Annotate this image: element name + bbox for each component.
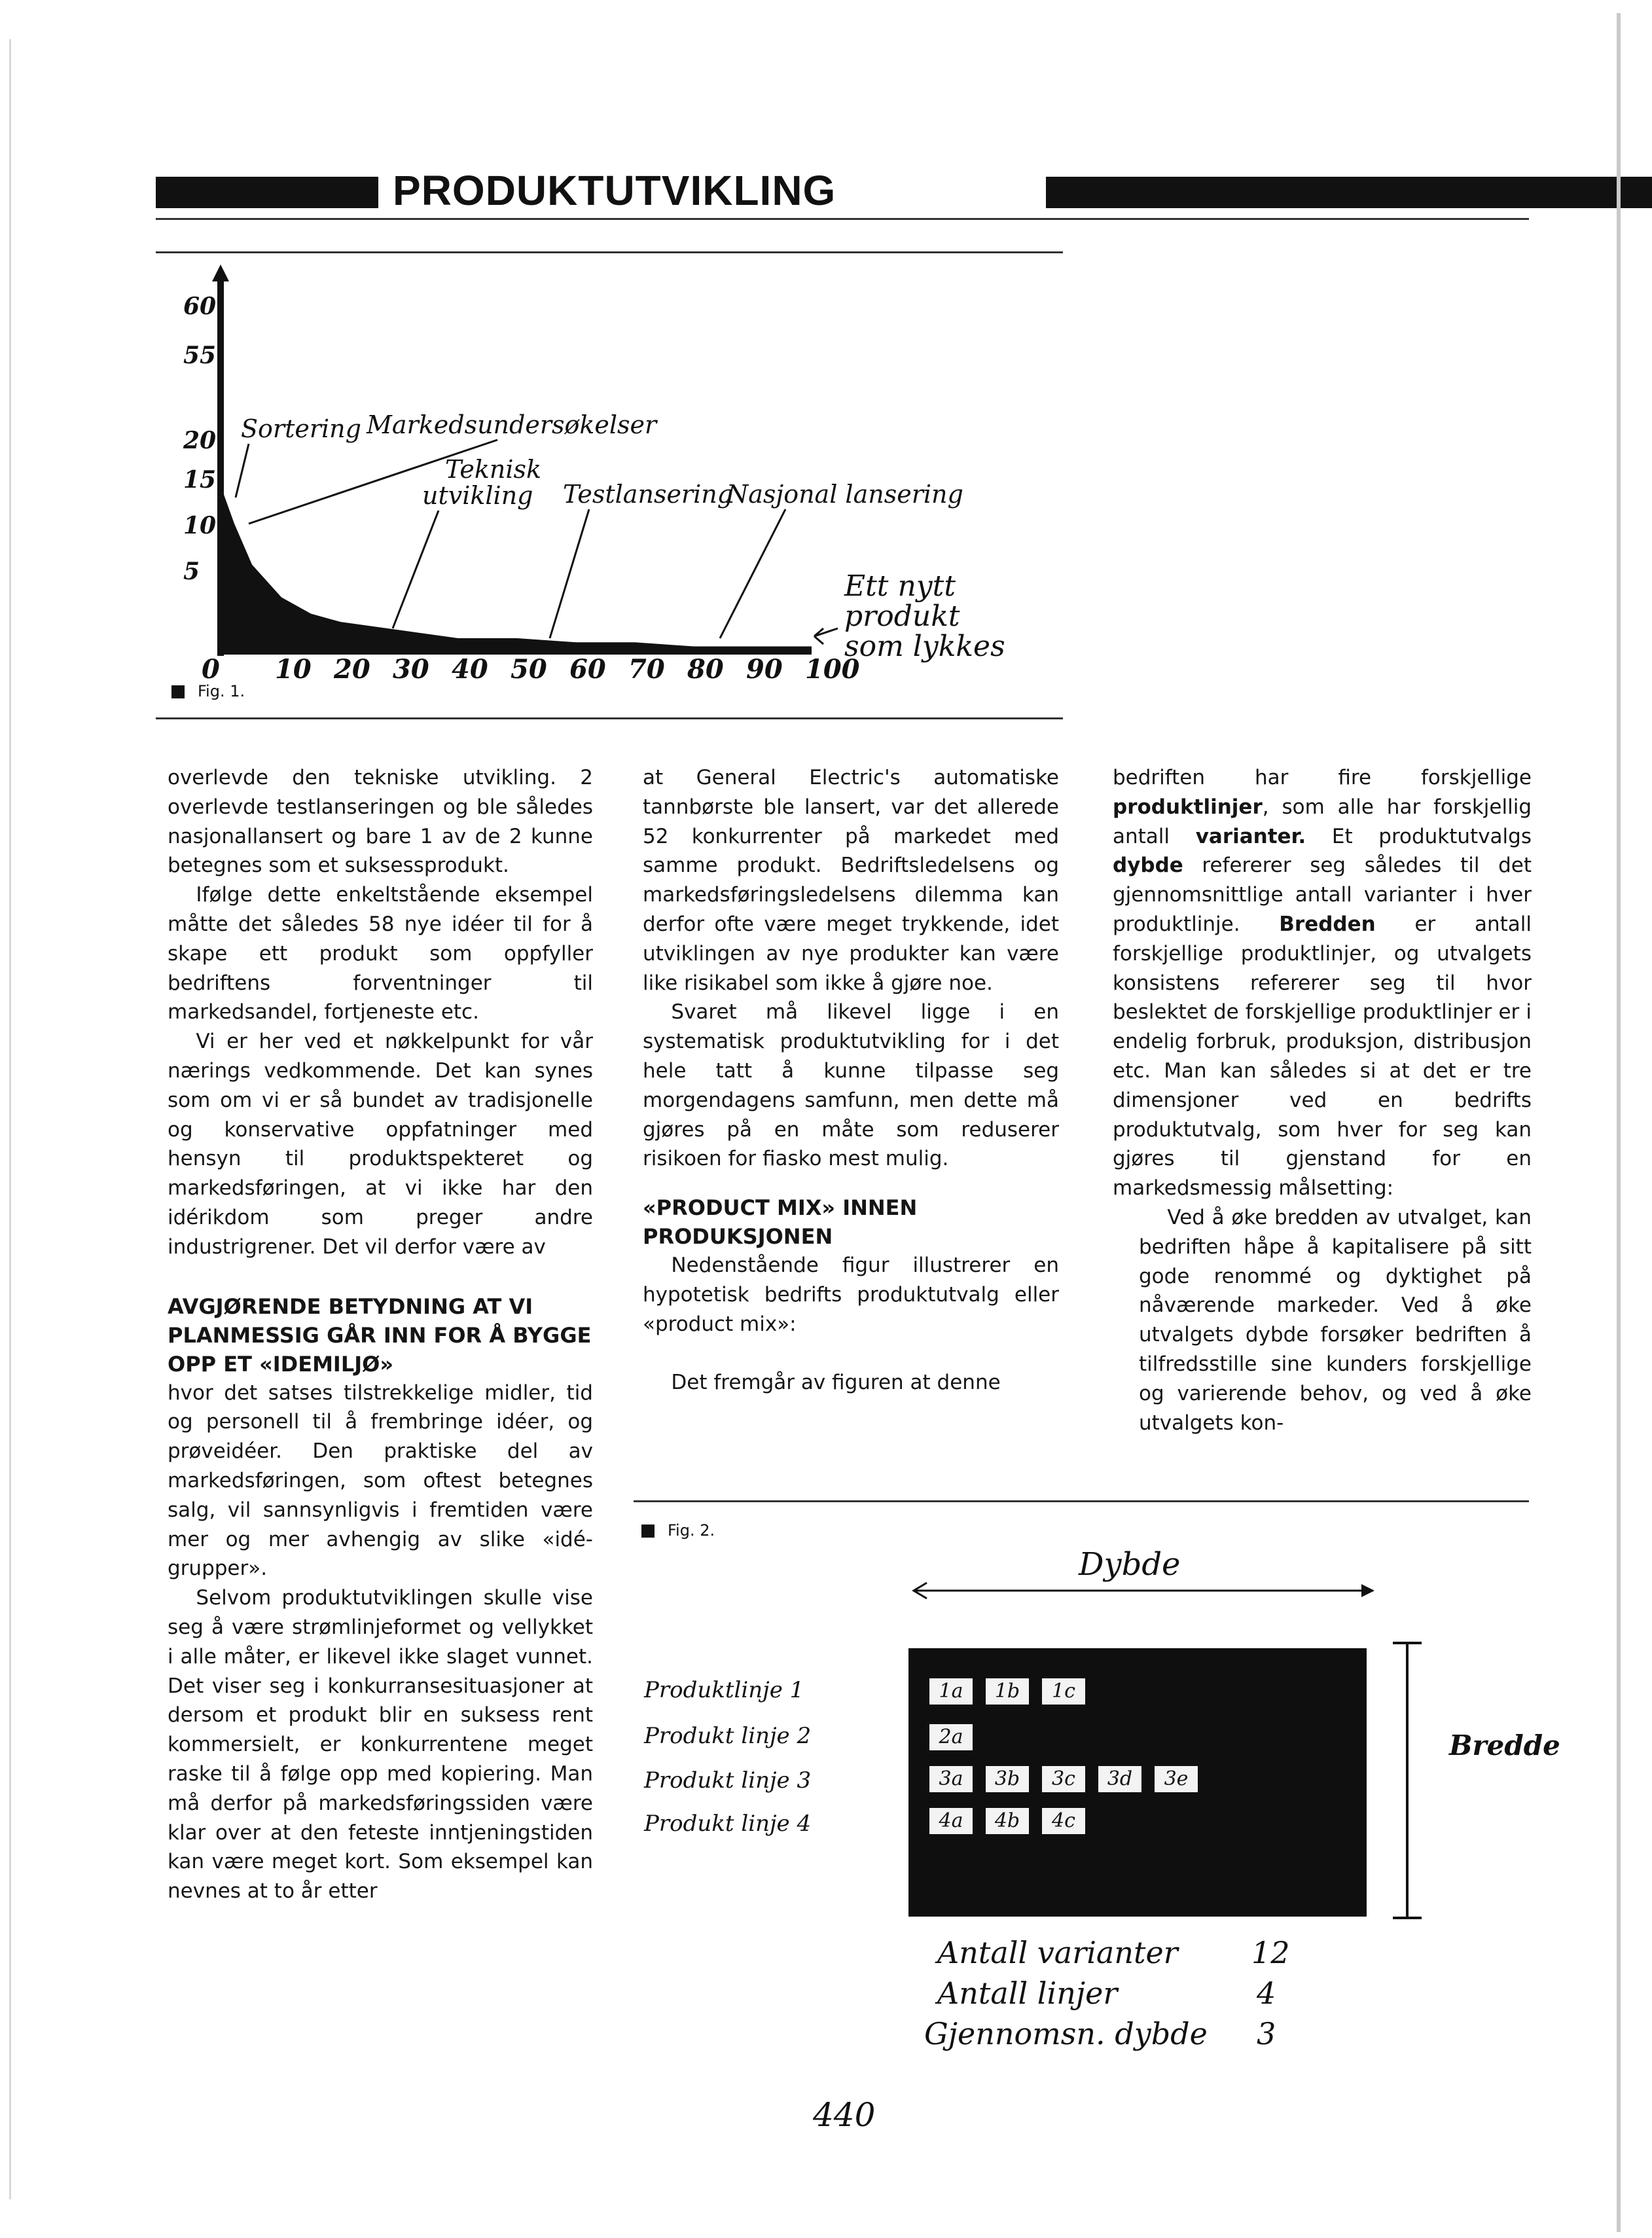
fig1-bottom-rule xyxy=(156,717,1063,719)
col1-heading: AVGJØRENDE BETYDNING AT VI PLANMESSIG GÅR INN FOR Å BYGGE OPP ET «IDEMILJØ» xyxy=(168,1293,592,1377)
variant-cell: 3e xyxy=(1155,1766,1198,1792)
fig1-x-tick-label: 10 xyxy=(275,654,312,685)
fig1-y-tick-label: 10 xyxy=(183,512,217,539)
fig2-top-rule xyxy=(634,1500,1529,1502)
fig1-y-tick-label: 15 xyxy=(183,466,217,494)
variant-cell: 3a xyxy=(929,1766,973,1792)
summary-label-1: Antall varianter xyxy=(937,1935,1178,1970)
fig1-y-tick-label: 55 xyxy=(183,342,217,369)
col1-paragraph-1: overlevde den tekniske utvikling. 2 overlevde testlanseringen og ble således nasjonallansert og bare 1 av de 2 kunne betegnes som et suksessprodukt. xyxy=(168,766,593,878)
fig1-x-tick-label: 90 xyxy=(746,654,783,685)
fig1-y-tick-label: 20 xyxy=(183,427,217,454)
fig1-chart xyxy=(157,262,1073,733)
term-produktlinjer: produktlinjer xyxy=(1113,795,1263,819)
fig1-y-axis-arrow xyxy=(212,264,229,281)
fig1-x-tick-label: 100 xyxy=(805,654,860,685)
col1-paragraph-5: Selvom produktutviklingen skulle vise seg å være strømlinjeformet og vellykket i alle måter, er likevel ikke slaget vunnet. Det viser seg i konkurransesituasjoner at dersom et produkt blir en suksess rent kommersielt, er konkurrentene meget raske til å følge opp med kopiering. Man må derfor på markedsføringssiden være klar over at den feteste inntjeningstiden kan være meget kort. Som eksempel kan nevnes at to år etter xyxy=(168,1586,593,1904)
col1-paragraph-2: Ifølge dette enkeltstående eksempel måtte det således 58 nye idéer til for å skape ett produkt som oppfyller bedriftens forventninger til markedsandel, fortjeneste etc. xyxy=(168,883,593,1024)
term-varianter: varianter. xyxy=(1195,824,1306,848)
product-mix-box xyxy=(908,1648,1367,1917)
col2-paragraph-1: at General Electric's automatiske tannbørste ble lansert, var det allerede 52 konkurrenter på markedet med samme produkt. Bedriftsledelsens og markedsføringsledelsens dilemma kan derfor ofte være meget trykkende, idet utviklingen av nye produkter kan være like risikabel som ikke å gjøre noe. xyxy=(643,766,1059,995)
fig1-success-arrow xyxy=(814,628,838,644)
variant-cell: 4a xyxy=(929,1808,973,1834)
fig2-label xyxy=(641,1521,715,1540)
header-bar xyxy=(156,167,1537,214)
term-dybde: dybde xyxy=(1113,854,1183,878)
fig2-line-label-4: Produkt linje 4 xyxy=(644,1811,812,1837)
fig1-leader-line xyxy=(720,509,785,638)
col2-paragraph-2: Svaret må likevel ligge i en systematisk produktutvikling for i det hele tatt å kunne tilpasse seg morgendagens samfunn, men dette må gjøres på en måte som reduserer risikoen for fiasko mest mulig. xyxy=(643,1000,1059,1171)
fig1-x-tick-label: 0 xyxy=(202,654,220,685)
fig1-annotation-suksess: Ett nytt produkt som lykkes xyxy=(844,569,1005,663)
fig2-bullet xyxy=(641,1525,655,1538)
fig1-x-tick-label: 80 xyxy=(687,654,724,685)
header-title: PRODUKTUTVIKLING xyxy=(393,167,836,214)
variant-cell: 1b xyxy=(986,1678,1029,1705)
fig1-y-axis xyxy=(217,281,224,656)
fig1-annotation-testlansering: Testlansering xyxy=(563,480,734,509)
variant-cell: 3b xyxy=(986,1766,1029,1792)
fig1-x-tick-label: 60 xyxy=(569,654,606,685)
fig2-line-label-1: Produktlinje 1 xyxy=(644,1677,804,1703)
fig1-leader-line xyxy=(393,511,439,628)
variant-cell: 3c xyxy=(1042,1766,1085,1792)
fig2-label-text: Fig. 2. xyxy=(668,1521,715,1540)
fig1-y-tick-label: 60 xyxy=(183,293,217,320)
col3-paragraph-1: bedriften har fire forskjellige produktlinjer, som alle har forskjellig antall varianter. Et produktutvalgs dybde refererer seg således til det gjennomsnittlige antall varianter i hver produktlinje. Bredden er antall forskjellige produktlinjer, og utvalgets konsistens refererer seg til hvor beslektet de forskjellige produktlinjer er i endelig forbruk, produksjon, distribusjon etc. Man kan således si at det er tre dimensjoner ved en bedrifts produktutvalg, som hver for seg kan gjøres til gjenstand for en markedsmessig målsetting: xyxy=(1113,766,1532,1200)
fig1-top-rule xyxy=(156,251,1063,253)
col1-paragraph-4: hvor det satses tilstrekkelige midler, tid og personell til å frembringe idéer, og prøveidéer. Den praktiske del av markedsføringen, som oftest betegnes salg, vil sannsynligvis i fremtiden være mer og mer avhengig av slike «idé-grupper». xyxy=(168,1381,593,1581)
fig1-leader-line xyxy=(550,509,589,638)
header-bar-right xyxy=(1046,177,1652,208)
summary-label-2: Antall linjer xyxy=(937,1976,1118,2011)
fig1-annotation-sortering: Sortering xyxy=(241,414,361,443)
variant-cell: 3d xyxy=(1098,1766,1141,1792)
summary-value-1: 12 xyxy=(1251,1935,1290,1970)
col2-paragraph-3: Nedenstående figur illustrerer en hypotetisk bedrifts produktutvalg eller «product mix»: xyxy=(643,1254,1059,1336)
fig2-line-label-3: Produkt linje 3 xyxy=(644,1767,812,1794)
variant-cell: 2a xyxy=(929,1724,973,1750)
fig1-annotation-markedsundersokelser: Markedsundersøkelser xyxy=(367,410,657,439)
fig1-annotation-nasjonal-lansering: Nasjonal lansering xyxy=(727,480,963,509)
header-rule xyxy=(156,218,1529,220)
col2-heading: «PRODUCT MIX» INNEN PRODUKSJONEN xyxy=(643,1195,918,1250)
fig1-bullet xyxy=(171,685,185,698)
col1-paragraph-3: Vi er her ved et nøkkelpunkt for vår nærings vedkommende. Det kan synes som om vi er så bundet av tradisjonelle og konservative oppfatninger med hensyn til produktspekteret og markedsføringen, at vi ikke har den idérikdom som preger andre industrigrener. Det vil derfor være av xyxy=(168,1030,593,1259)
width-bracket xyxy=(1388,1636,1427,1924)
fig1-x-tick-label: 40 xyxy=(452,654,488,685)
summary-value-2: 4 xyxy=(1257,1976,1276,2011)
header-bar-left xyxy=(156,177,378,208)
variant-cell: 1c xyxy=(1042,1678,1085,1705)
fig1-label-text: Fig. 1. xyxy=(198,682,245,700)
depth-label: Dybde xyxy=(1079,1546,1181,1583)
column-2 xyxy=(643,763,1059,1397)
column-1 xyxy=(168,763,593,1906)
column-3 xyxy=(1113,763,1532,1437)
page-number: 440 xyxy=(813,2096,876,2134)
summary-label-3: Gjennomsn. dybde xyxy=(924,2016,1208,2051)
fig1-annotation-teknisk-utvikling: Teknisk utvikling xyxy=(422,455,542,510)
width-label: Bredde xyxy=(1449,1729,1560,1761)
fig1-x-tick-label: 70 xyxy=(628,654,665,685)
variant-cell: 4c xyxy=(1042,1808,1085,1834)
summary-value-3: 3 xyxy=(1257,2016,1276,2051)
depth-arrow xyxy=(908,1578,1380,1604)
col2-paragraph-4: Det fremgår av figuren at denne xyxy=(671,1370,1001,1394)
variant-cell: 1a xyxy=(929,1678,973,1705)
variant-cell: 4b xyxy=(986,1808,1029,1834)
scan-edge-right xyxy=(1617,13,1621,2232)
fig1-leader-line xyxy=(236,444,249,497)
fig2-line-label-2: Produkt linje 2 xyxy=(644,1723,812,1749)
fig1-x-tick-label: 30 xyxy=(393,654,429,685)
fig1-x-tick-label: 50 xyxy=(511,654,547,685)
col3-paragraph-2: Ved å øke bredden av utvalget, kan bedriften håpe å kapitalisere på sitt gode renommé og dyktighet på nåværende markeder. Ved å øke utvalgets dybde forsøker bedriften å tilfredsstille sine kunders forskjellige og varierende behov, og ved å øke utvalgets kon- xyxy=(1139,1205,1532,1435)
scan-edge-left xyxy=(9,39,11,2199)
term-bredden: Bredden xyxy=(1279,912,1376,936)
fig1-y-tick-label: 5 xyxy=(183,558,200,585)
fig1-label xyxy=(171,682,245,700)
fig1-x-tick-label: 20 xyxy=(334,654,370,685)
